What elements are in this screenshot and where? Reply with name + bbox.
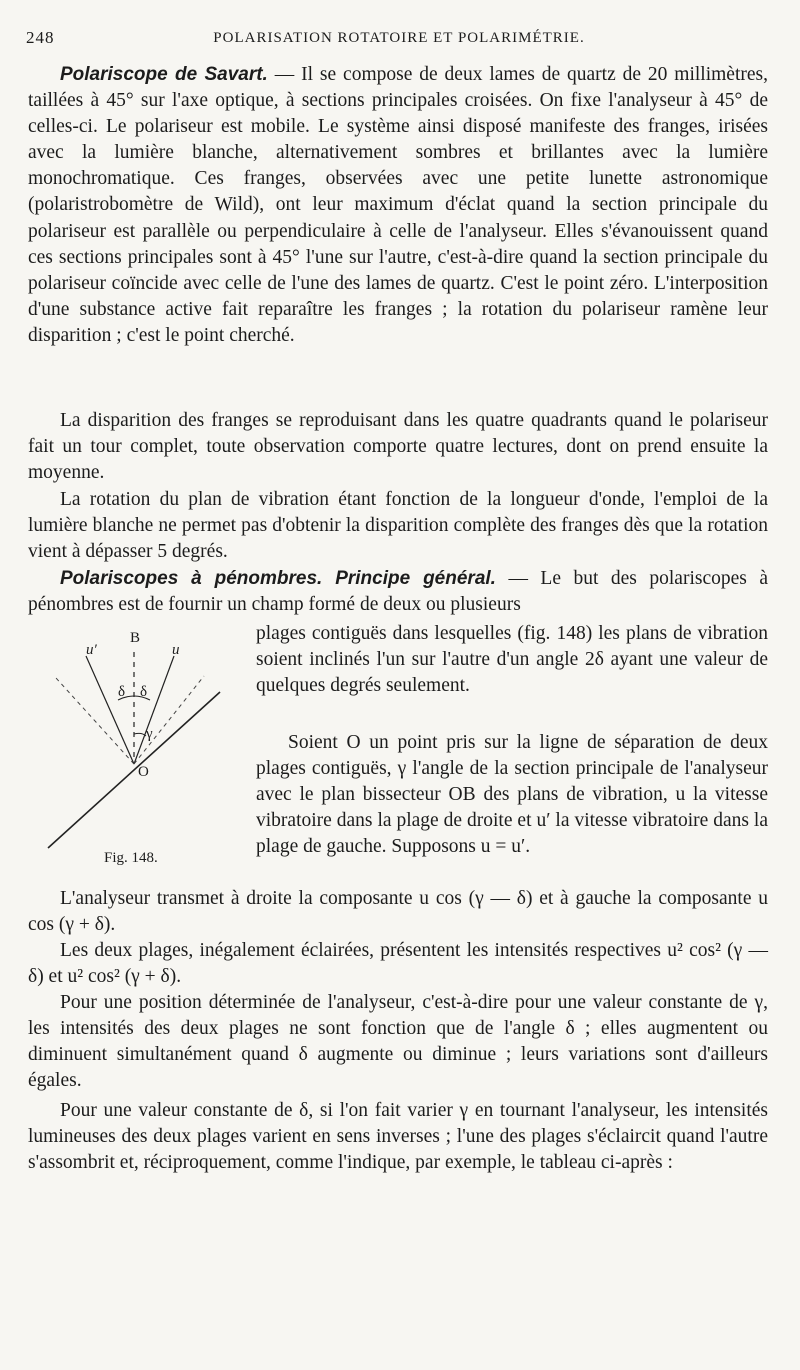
label-u-prime: u′ (86, 642, 97, 658)
label-delta-left: δ (118, 684, 126, 700)
vector-u-prime (86, 656, 134, 764)
paragraph-penombres-intro (28, 566, 768, 618)
paragraph-savart-text: — Il se compose de deux lames de quartz de 20 millimètres, taillées à 45° sur l'axe optique, à sections principales croisées. On fixe l'analyseur à 45° de celles-ci. Le polariseur est mobile. Le système ainsi disposé manifeste des franges, irisées avec la lumière blanche, alternativement sombres et brillantes avec la lumière monochromatique. Ces franges, observées avec une petite lunette astronomique (polaristrobomètre de Wild), ont leur maximum d'éclat quand la section principale du polariseur est parallèle ou perpendiculaire à celle de l'analyseur. Elles s'évanouissent quand ces sections principales sont à 45° l'une sur l'autre, c'est-à-dire quand la section principale du polariseur coïncide avec celle de l'une des lames de quartz. C'est le point zéro. L'interposition d'une substance active fait reparaître les franges ; la rotation du polariseur ramène leur disparition ; c'est le point cherché. (28, 64, 768, 346)
section-title-penombres: Polariscopes à pénombres. Principe général. (60, 568, 496, 589)
page-number: 248 (26, 28, 55, 47)
label-B: B (130, 630, 141, 646)
page-header (26, 28, 772, 52)
paragraph-transmet: L'analyseur transmet à droite la composante u cos (γ — δ) et à gauche la composante u cos (γ + δ). (28, 888, 768, 936)
paragraph-intensites: Les deux plages, inégalement éclairées, présentent les intensités respectives u² cos² (γ — δ) et u² cos² (γ + δ). (28, 940, 768, 988)
label-O: O (138, 764, 149, 780)
label-u: u (172, 642, 180, 658)
vector-u (134, 656, 174, 764)
figure-148 (34, 628, 248, 878)
running-title: POLARISATION ROTATOIRE ET POLARIMÉTRIE. (213, 30, 585, 46)
figure-caption: Fig. 148. (104, 850, 158, 866)
paragraph-penombres-intro-text: — Le but des polariscopes à pénombres est de fournir un champ formé de deux ou plusieurs (28, 568, 768, 616)
label-delta-right: δ (140, 684, 148, 700)
paragraph-plages: plages contiguës dans lesquelles (fig. 148) les plans de vibration soient inclinés l'un sur l'autre d'un angle 2δ ayant une valeur de quelques degrés seulement. (256, 623, 768, 697)
label-gamma: γ (146, 726, 153, 742)
paragraph-rotation: La rotation du plan de vibration étant fonction de la longueur d'onde, l'emploi de la lumière blanche ne permet pas d'obtenir la disparition complète des franges dès que la rotation vient à dépasser 5 degrés. (28, 489, 768, 563)
paragraph-soient: Soient O un point pris sur la ligne de séparation de deux plages contiguës, γ l'angle de la section principale de l'analyseur avec le plan bissecteur OB des plans de vibration, u la vitesse vibratoire dans la plage de droite et u′ la vitesse vibratoire dans la plage de gauche. Supposons u = u′. (256, 732, 768, 858)
section-title-savart: Polariscope de Savart. (60, 64, 268, 85)
vibration-planes-diagram (34, 628, 248, 878)
paragraph-savart (28, 62, 768, 349)
paragraph-disparition: La disparition des franges se reproduisant dans les quatre quadrants quand le polariseur fait un tour complet, toute observation comporte quatre lectures, dont on prend ensuite la moyenne. (28, 410, 768, 484)
paragraph-position: Pour une position déterminée de l'analyseur, c'est-à-dire pour une valeur constante de γ, les intensités des deux plages ne sont fonction que de l'angle δ ; elles augmentent ou diminuent simultanément quand δ augmente ou diminue ; leurs variations sont d'ailleurs égales. (28, 992, 768, 1092)
paragraph-valeur-constante: Pour une valeur constante de δ, si l'on fait varier γ en tournant l'analyseur, les intensités lumineuses des deux plages varient en sens inverses ; l'une des plages s'éclaircit quand l'autre s'assombrit et, réciproquement, comme l'indique, par exemple, le tableau ci-après : (28, 1100, 768, 1174)
